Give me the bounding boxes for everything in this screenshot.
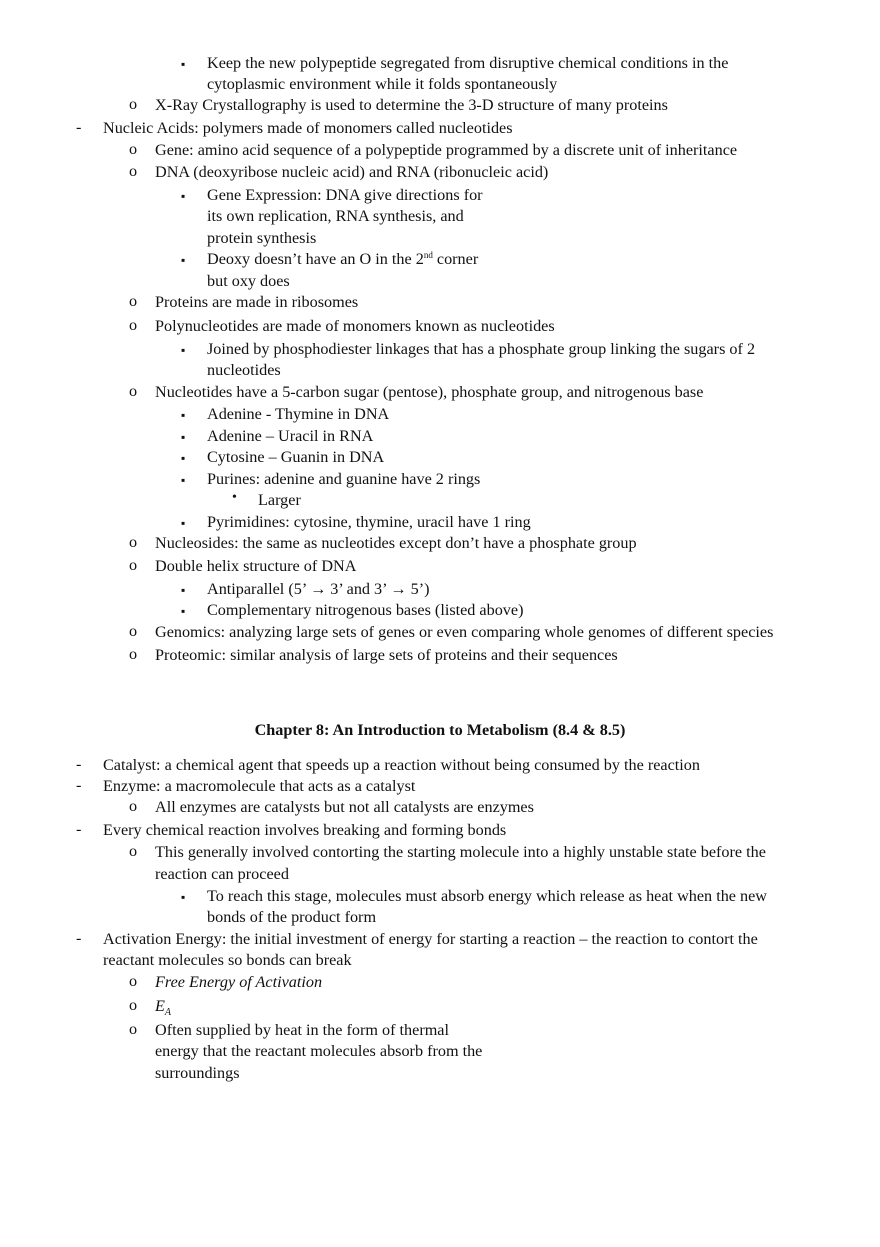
note-line: Nucleosides: the same as nucleotides except don’t have a phosphate group (155, 534, 637, 552)
circle-bullet-icon: o (129, 316, 138, 334)
note-line: Adenine – Uracil in RNA (207, 427, 374, 445)
square-bullet-icon: ▪ (181, 57, 186, 71)
square-bullet-icon: ▪ (181, 890, 186, 904)
note-line: Complementary nitrogenous bases (listed above) (207, 601, 524, 619)
note-line: Activation Energy: the initial investment of energy for starting a reaction – the reaction to contort the (103, 930, 758, 948)
note-line: DNA (deoxyribose nucleic acid) and RNA (ribonucleic acid) (155, 163, 549, 181)
note-line: Nucleotides have a 5-carbon sugar (pentose), phosphate group, and nitrogenous base (155, 383, 704, 401)
note-line: X-Ray Crystallography is used to determine the 3-D structure of many proteins (155, 96, 668, 114)
square-bullet-icon: ▪ (181, 189, 186, 203)
note-line: but oxy does (207, 272, 290, 290)
circle-bullet-icon: o (129, 292, 138, 310)
note-line: This generally involved contorting the starting molecule into a highly unstable state before the (155, 843, 766, 861)
note-line: Free Energy of Activation (155, 973, 323, 991)
note-line: Keep the new polypeptide segregated from disruptive chemical conditions in the (207, 54, 729, 72)
circle-bullet-icon: o (129, 140, 138, 158)
square-bullet-icon: ▪ (181, 473, 186, 487)
note-line: $E_A$ (155, 997, 171, 1018)
note-line: Proteins are made in ribosomes (155, 293, 359, 311)
note-line: Larger (258, 491, 301, 509)
dash-bullet-icon: - (76, 820, 82, 838)
note-line: Adenine - Thymine in DNA (207, 405, 390, 423)
note-line: Every chemical reaction involves breaking and forming bonds (103, 821, 507, 839)
circle-bullet-icon: o (129, 645, 138, 663)
circle-bullet-icon: o (129, 797, 138, 815)
note-line: bonds of the product form (207, 908, 377, 926)
note-line: surroundings (155, 1064, 240, 1082)
square-bullet-icon: ▪ (181, 583, 186, 597)
note-line: Gene: amino acid sequence of a polypeptide programmed by a discrete unit of inheritance (155, 141, 738, 159)
note-line: Nucleic Acids: polymers made of monomers called nucleotides (103, 119, 513, 137)
circle-bullet-icon: o (129, 972, 138, 990)
circle-bullet-icon: o (129, 622, 138, 640)
note-line: protein synthesis (207, 229, 317, 247)
note-line: Catalyst: a chemical agent that speeds up a reaction without being consumed by the reaction (103, 756, 700, 774)
note-line: To reach this stage, molecules must absorb energy which release as heat when the new (207, 887, 767, 905)
circle-bullet-icon: o (129, 95, 138, 113)
dot-bullet-icon: • (232, 490, 237, 505)
note-line: Genomics: analyzing large sets of genes or even comparing whole genomes of different species (155, 623, 774, 641)
circle-bullet-icon: o (129, 533, 138, 551)
note-line: All enzymes are catalysts but not all catalysts are enzymes (155, 798, 534, 816)
note-line: cytoplasmic environment while it folds spontaneously (207, 75, 558, 93)
square-bullet-icon: ▪ (181, 408, 186, 422)
circle-bullet-icon: o (129, 842, 138, 860)
note-line: reaction can proceed (155, 865, 289, 883)
dash-bullet-icon: - (76, 929, 82, 947)
note-line: Gene Expression: DNA give directions for (207, 186, 483, 204)
dash-bullet-icon: - (76, 755, 82, 773)
note-line: Often supplied by heat in the form of thermal (155, 1021, 449, 1039)
square-bullet-icon: ▪ (181, 430, 186, 444)
dash-bullet-icon: - (76, 776, 82, 794)
square-bullet-icon: ▪ (181, 516, 186, 530)
dash-bullet-icon: - (76, 118, 82, 136)
note-line: Double helix structure of DNA (155, 557, 357, 575)
note-line: Purines: adenine and guanine have 2 rings (207, 470, 481, 488)
note-line: Cytosine – Guanin in DNA (207, 448, 385, 466)
square-bullet-icon: ▪ (181, 604, 186, 618)
chapter-heading: Chapter 8: An Introduction to Metabolism (8.4 & 8.5) (254, 721, 626, 739)
circle-bullet-icon: o (129, 556, 138, 574)
note-line: Polynucleotides are made of monomers known as nucleotides (155, 317, 555, 335)
note-line: energy that the reactant molecules absorb from the (155, 1042, 483, 1060)
circle-bullet-icon: o (129, 1020, 138, 1038)
circle-bullet-icon: o (129, 382, 138, 400)
note-line: Pyrimidines: cytosine, thymine, uracil have 1 ring (207, 513, 531, 531)
note-line: Antiparallel (5’ → 3’ and 3’ → 5’) (207, 580, 430, 598)
square-bullet-icon: ▪ (181, 253, 186, 267)
note-line: nucleotides (207, 361, 281, 379)
note-line: its own replication, RNA synthesis, and (207, 207, 464, 225)
square-bullet-icon: ▪ (181, 343, 186, 357)
note-line: Deoxy doesn’t have an O in the 2nd corner (207, 250, 479, 268)
circle-bullet-icon: o (129, 162, 138, 180)
note-line: Joined by phosphodiester linkages that has a phosphate group linking the sugars of 2 (207, 340, 756, 358)
note-line: Enzyme: a macromolecule that acts as a catalyst (103, 777, 416, 795)
circle-bullet-icon: o (129, 996, 138, 1014)
square-bullet-icon: ▪ (181, 451, 186, 465)
note-line: Proteomic: similar analysis of large sets of proteins and their sequences (155, 646, 618, 664)
note-line: reactant molecules so bonds can break (103, 951, 352, 969)
